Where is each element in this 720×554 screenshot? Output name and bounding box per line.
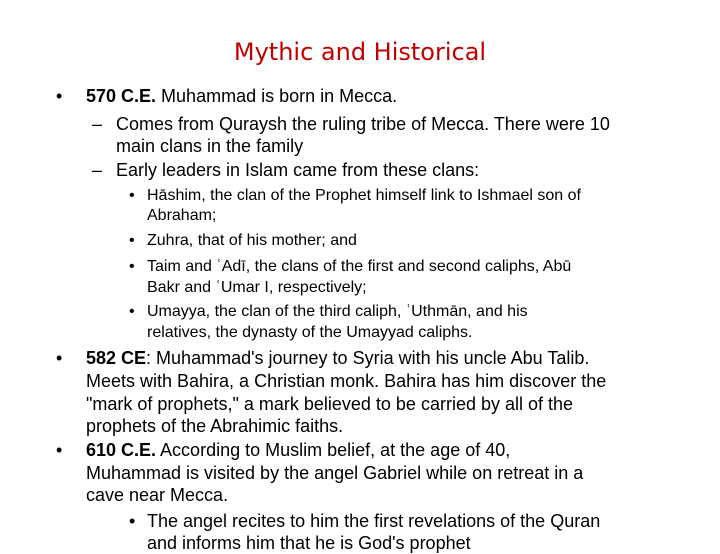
- bullet-marker: •: [129, 187, 135, 204]
- bullet-570-text: Muhammad is born in Mecca.: [156, 86, 398, 106]
- sub-quraysh: [92, 114, 610, 135]
- date-570: 570 C.E.: [86, 86, 157, 106]
- sub-angel-informs-text: and informs him that he is God's prophet: [147, 533, 471, 553]
- bullet-582-cont3: [86, 394, 573, 415]
- date-582: 582 CE: [86, 348, 147, 368]
- date-610: 610 C.E.: [86, 440, 157, 460]
- bullet-marker: •: [129, 258, 135, 275]
- sub-quraysh-line2: main clans in the family: [116, 136, 304, 156]
- clan-zuhra-text: Zuhra, that of his mother; and: [147, 232, 357, 249]
- sub-angel-informs: [147, 533, 471, 554]
- sub-quraysh-line1: Comes from Quraysh the ruling tribe of Mecca. There were 10: [116, 114, 610, 134]
- bullet-610-line3: cave near Mecca.: [86, 485, 229, 505]
- bullet-610-line1: According to Muslim belief, at the age of 40,: [156, 440, 511, 460]
- clan-umayya: [129, 303, 528, 321]
- clan-umayya-cont: [147, 324, 473, 342]
- clan-zuhra: [129, 232, 357, 250]
- clan-hashim-line1: Hāshim, the clan of the Prophet himself link to Ishmael son of: [147, 187, 581, 204]
- clan-taim-line2: Bakr and ʿUmar I, respectively;: [147, 279, 367, 296]
- clan-hashim-cont: [147, 207, 216, 225]
- bullet-570: [56, 86, 397, 107]
- bullet-610: [56, 440, 510, 461]
- bullet-610-line2: Muhammad is visited by the angel Gabriel while on retreat in a: [86, 463, 584, 483]
- bullet-582-line1: : Muhammad's journey to Syria with his uncle Abu Talib.: [146, 348, 590, 368]
- bullet-582-line4: prophets of the Abrahimic faiths.: [86, 416, 344, 436]
- bullet-582-line2: Meets with Bahira, a Christian monk. Bahira has him discover the: [86, 371, 607, 391]
- bullet-marker: •: [129, 303, 135, 320]
- dash-marker: –: [92, 160, 103, 180]
- bullet-marker: •: [129, 232, 135, 249]
- bullet-marker: •: [129, 511, 136, 531]
- sub-early-leaders-text: Early leaders in Islam came from these clans:: [116, 160, 480, 180]
- dash-marker: –: [92, 114, 103, 134]
- bullet-610-cont3: [86, 485, 228, 506]
- clan-taim: [129, 258, 571, 276]
- bullet-582: [56, 348, 589, 369]
- bullet-marker: •: [56, 86, 63, 106]
- bullet-582-cont2: [86, 371, 606, 392]
- bullet-582-line3: "mark of prophets," a mark believed to be carried by all of the: [86, 394, 574, 414]
- slide-title: Mythic and Historical: [233, 38, 487, 66]
- sub-early-leaders: [92, 160, 479, 181]
- sub-quraysh-cont: [116, 136, 303, 157]
- clan-umayya-line2: relatives, the dynasty of the Umayyad caliphs.: [147, 324, 473, 341]
- clan-hashim-line2: Abraham;: [147, 207, 217, 224]
- clan-taim-cont: [147, 279, 367, 297]
- sub-angel-recites: [129, 511, 600, 532]
- bullet-marker: •: [56, 440, 63, 460]
- clan-umayya-line1: Umayya, the clan of the third caliph, ʿUthmān, and his: [147, 303, 528, 320]
- clan-taim-line1: Taim and ʿAdī, the clans of the first and second caliphs, Abū: [147, 258, 572, 275]
- bullet-582-cont4: [86, 416, 343, 437]
- clan-hashim: [129, 187, 581, 205]
- bullet-610-cont2: [86, 463, 583, 484]
- sub-angel-recites-text: The angel recites to him the first revelations of the Quran: [147, 511, 601, 531]
- bullet-marker: •: [56, 348, 63, 368]
